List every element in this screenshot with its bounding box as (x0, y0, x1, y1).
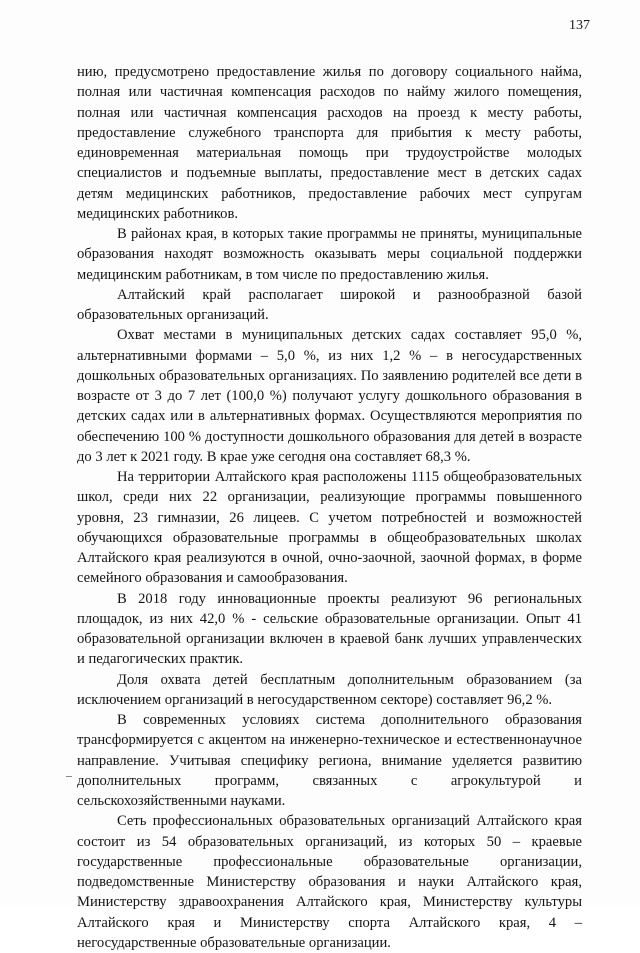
document-body (77, 62, 582, 953)
margin-mark (66, 776, 72, 777)
paragraph-additional-education-trends: В современных условиях система дополнительного образования трансформируется с акцентом на инженерно-техническое и естественнонаучное направление. Учитывая специфику региона, внимание уделяется развитию дополнительных программ, связанных с агрокультурой и сельскохозяйственными науками. (77, 712, 582, 809)
paragraph-vocational-network: Сеть профессиональных образовательных организаций Алтайского края состоит из 54 образовательных организаций, из которых 50 – краевые государственные профессиональные образовательные организации, подведомственные Министерству образования и науки Алтайского края, Министерству здравоохранения Алтайского края, Министерству культуры Алтайского края и Министерству спорта Алтайского края, 4 – негосударственные образовательные организации. (77, 813, 582, 951)
paragraph-education-base: Алтайский край располагает широкой и разнообразной базой образовательных организаций. (77, 286, 582, 323)
paragraph-schools: На территории Алтайского края расположены 1115 общеобразовательных школ, среди них 22 организации, реализующие программы повышенного уровня, 23 гимназии, 26 лицеев. С учетом потребностей и возможностей обучающихся образовательные программы в общеобразовательных школах Алтайского края реализуются в очной, очно-заочной, заочной формах, в форме семейного образования и самообразования. (77, 469, 582, 587)
page-number: 137 (569, 18, 590, 33)
paragraph-kindergartens: Охват местами в муниципальных детских садах составляет 95,0 %, альтернативными формами – 5,0 %, из них 1,2 % – в негосударственных дошкольных образовательных организациях. По заявлению родителей все дети в возрасте от 3 до 7 лет (100,0 %) получают услугу дошкольного образования в детских садах или в альтернативных формах. Осуществляются мероприятия по обеспечению 100 % доступности дошкольного образования для детей в возрасте до 3 лет к 2021 году. В крае уже сегодня она составляет 68,3 %. (77, 327, 582, 465)
paragraph-medical-housing-continuation: нию, предусмотрено предоставление жилья по договору социального найма, полная или частичная компенсация расходов по найму жилого помещения, полная или частичная компенсация расходов на проезд к месту работы, предоставление служебного транспорта для прибытия к месту работы, единовременная материальная помощь при трудоустройстве молодых специалистов и подъемные выплаты, предоставление мест в детских садах детям медицинских работников, предоставление рабочих мест супругам медицинских работников. (77, 64, 582, 222)
paragraph-districts-support: В районах края, в которых такие программы не приняты, муниципальные образования находят возможность оказывать меры социальной поддержки медицинским работникам, в том числе по предоставлению жилья. (77, 226, 582, 283)
paragraph-additional-education-coverage: Доля охвата детей бесплатным дополнительным образованием (за исключением организаций в негосударственном секторе) составляет 96,2 %. (77, 671, 582, 708)
paragraph-innovation-projects: В 2018 году инновационные проекты реализуют 96 региональных площадок, из них 42,0 % - сельские образовательные организации. Опыт 41 образовательной организации включен в краевой банк лучших управленческих и педагогических практик. (77, 590, 582, 668)
